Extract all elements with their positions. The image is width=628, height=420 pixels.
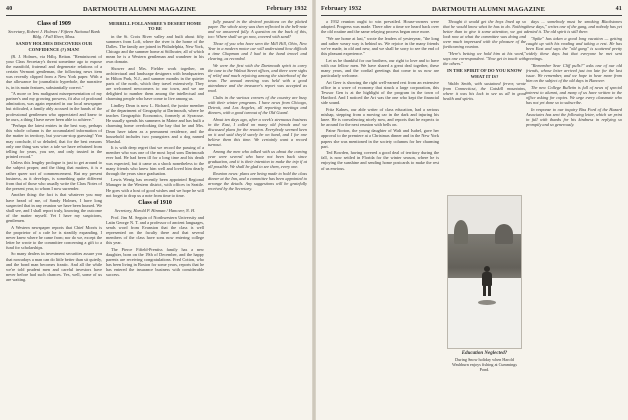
class-1909-headline: SANDY HOLMES DISCOVERS OUR CONFIDENCE (?) MAN!: [15, 41, 93, 52]
paragraph: Lewis Wenig has recently been appointed Regional Manager in the Western district, with offices in Seattle. He goes with a host of good wishes and we hope he will not forget to drop us a note from time to time.: [106, 177, 204, 198]
paragraph: In response to our inquiry Biss Ford of the Hazard Associates has sent the following letter, which we print in full with thanks for his kindness in replying so promptly and so generously.: [526, 106, 622, 127]
left-column-1: [6, 19, 102, 418]
paragraph: Those of you who have seen the Mill Hill, Ohio, New Year in a modern motor car will understand how difficult a time Chapman and I had in the hand trowel and clearing, as recorded.: [208, 40, 307, 62]
paragraph: "Perhaps the latest entries in the best way, perhaps this whole column is the accumulated information of the matter in territory, but you-can-stop guessing! You may conclude, if so deluded, that for the best reasons only one thing was wise: a tale we have refrained from telling for years, you see, and only trusted in the printed record.": [6, 123, 102, 159]
paragraph: Ted Bowden, having covered a good deal of territory during the fall, is now settled in Florida for the winter season, where he is enjoying the sunshine and sending home postcards to make the rest of us envious.: [321, 150, 439, 171]
caption-text: During Snow holiday when Harold Washburn enjoys fishing at Cummings Pond.: [451, 357, 518, 372]
follansbee-headline: MERRILL FOLLANSBEE'S DESERT HOME TO BE: [108, 21, 202, 32]
right-header-rule: [321, 15, 622, 16]
paragraph: Clubs in the various corners of the country are busy with their winter programs. I have news from Chicago, Detroit, and Los Angeles, all reporting meetings and dinners, with a good turnout of the Old Guard.: [208, 94, 307, 116]
right-page: [315, 0, 628, 420]
paragraph: Let us be thankful for our brothers, our right to love and to have with our fellow men. We have shared a great deal together, these many years, and the cordial greetings that come to us now are particularly welcome.: [321, 57, 439, 78]
paragraph: Prof. Jim M. Seguin of Northwestern University and Latin George N. T. and a professor of ancient languages, sends word from Evanston that the class is well represented on the faculty there and that several members of the class have sons now entering college this year.: [106, 214, 204, 246]
left-header-rule: [6, 15, 307, 16]
paragraph: Lindley Dean is now L. Richard, the junior member of the department of Geography at Dartmouth, where he teaches Geographic Economics, formerly at Syracuse. He usually spends his summers in Maine and has built a charming home overlooking the bay that he and Mrs. Dean have taken as a permanent residence, and the household includes two youngsters and a dog named Marshal.: [106, 103, 204, 144]
paragraph: a 1932 reunion ought to win prevailed. House-owners were adopted. Progress was made. There after a time we heard back over the old routine and the same relaying process began once more.: [321, 19, 439, 35]
right-issue-date: February 1932: [321, 6, 362, 12]
right-column-3: [526, 19, 622, 418]
paragraph: So many dealers in investment securities assure you that nowadays a man can do little better than sit quietly, and the bond man becomes frantic. And all the while we're told prudent men and careful investors have never before had such chances. Yes, well, some of us are waiting.: [6, 251, 102, 282]
paragraph: Waldo Smith, with sustained fervor, wrote from Connecticut, the Catskill mountains, where it was his luck to see us all in good health and spirits.: [443, 81, 526, 102]
paragraph: We were the first with the Dartmouth spirit to carry the tune to the Walnut Street offices, and there were sighs of relief and much rejoicing among the sisterhood of the town. The annual meeting was held with a good attendance and the treasurer's report was accepted as read.: [208, 62, 307, 94]
paragraph: Among the men who talked with us about the coming year were several who have not been back since graduation, and it is their intention to make the trip if at all possible. We shall be glad to see them, every one.: [208, 148, 307, 170]
paragraph: days ... somebody must be smoking Blackstones these days," writes one of the gang, and nobody has yet denied it. The old spirit is still there.: [526, 19, 622, 35]
paragraph: Shower and Mrs. Fielder work together, an architectural and landscape designers with headquarters in Hilton Park, N.J., and summer months in the quieter parts of the north, which they travel extensively. They are welcomed newcomers to our town, and we are delighted to number them among the intellectual and charming people who have come to live among us.: [106, 65, 204, 102]
paragraph: "Here's betting we hold him at his word," says one correspondent. "Now get in touch with the others.": [443, 51, 526, 67]
right-column-2-top: [443, 19, 526, 190]
left-page: [0, 0, 313, 420]
paragraph: (R. J. Holmes, via Hdlq. Reitan. "Reminiscent of your Class Secretary's threat sometime ago to expose the manifold, fraternal and degenerate relations of a certain Vermont gentleman, the following news item was recently clipped from a New York paper. With a due allowance for journalistic hyperbole, the narrative is, in its main features, substantially correct.": [6, 54, 102, 90]
paragraph: Reunion news: plans are being made to hold the class dinner at the Inn, and a committee has been appointed to arrange the details. Any suggestions will be gratefully received by the Secretary.: [208, 170, 307, 191]
paragraph: "A more or less malignant misrepresentation of my partner's and my growing prowess, fit also of profound admiration, was again repeated in our local newspaper but ridiculed, a family ably accused in the hands of the professional gentlemen who appreciated and knew to be ours, a thing I have never been able to achieve.": [6, 91, 102, 122]
left-column-2: [106, 19, 204, 418]
photo-fisherman: [481, 266, 493, 296]
paragraph: Paine Norton, the young daughter of Walt and Isabel, gave her approval to the premiere at a Christmas dinner and in the New York papers she was mentioned in the society columns for her charming part.: [321, 128, 439, 149]
class-1909-officers: Secretary, Robert J. Holmes / Fifteen National Bank Bldg. / Fall River, Mass.: [8, 29, 100, 40]
left-page-header: [6, 4, 307, 14]
photo-ice-hole: [478, 300, 496, 305]
left-magazine-title: DARTMOUTH ALUMNI MAGAZINE: [82, 5, 197, 13]
left-page-number: 40: [6, 6, 13, 12]
left-column-3: [208, 19, 307, 418]
left-issue-date: February 1932: [266, 6, 307, 12]
paragraph: It is with deep regret that we record the passing of a member who was one of the most loyal sons Dartmouth ever had. He had been ill for a long time and his death was expected, but it came as a shock nonetheless to the many friends who knew him well and loved him dearly through the years since graduation.: [106, 145, 204, 176]
paragraph: Another thing: the fact is that whatever you may have heard of me, of Sandy Holmes, I have long suspected that in any reunion we have been hoaxed. We shall see, and I shall report truly, knowing the outcome of the matter myself. Yet I have my suspicions, gentlemen.: [6, 192, 102, 223]
class-1910-heading: Class of 1910: [138, 199, 172, 206]
right-column-1: [321, 19, 439, 418]
right-page-number: 41: [615, 6, 622, 12]
paragraph: A Western newspaper reports that Chief Morris is the proprietor of a cafe he is steadily expanding. I never knew where he came from; nor do we, except the letter he wrote to the committee concerning a gift to a fund for scholarships.: [6, 224, 102, 250]
photo-caption: [447, 351, 522, 372]
paragraph: in the St. Croix River valley and built about fifty summers from Loft, where the river is the home of the Dalles. The family are joined in Philadelphia, New York, Chicago and the summer home at Stillwater, all of which mean he is a Western gentleman and wanderer in his own domain.: [106, 33, 204, 65]
paragraph: Art Geer is showing the right well-earned rest from an extensive office in a wave of economy that struck a large corporation, this Tewsor Gen is at the highlight of the program in the town of Hartford. And I noticed the Art was the one who kept the financial side sound.: [321, 79, 439, 105]
caption-title: Education Neglected?: [461, 351, 508, 356]
class-1909-heading: Class of 1909: [37, 21, 71, 27]
paragraph: The new College Bulletin is full of news of special interest to alumni, and many of us have written to the office asking for copies. We urge every classmate who has not yet done so to subscribe.: [526, 84, 622, 105]
right-page-header: [321, 4, 622, 14]
paragraph: "We are home at last," wrote the leaders of yesteryear, "the long and rather weary way is behind us. We rejoice in the many friends we've made, in old and new, and we shall be sorry to see the end of this pleasant experience.": [321, 35, 439, 57]
paragraph: fully passed in the desired positions on the plaited paper. The whole story was then reflected in the bell-note and we answered fully. A question on the back of this, too: Where shall we go now, covered with sand?: [208, 19, 307, 40]
paragraph: Thought it would get the boys lined up so that he would know what he has to do. Nothing better than to give it some attention, we got a look now at what the committee was doing and were much impressed with the pleasure of the forthcoming reunion.: [443, 19, 526, 50]
paragraph: Unless this lengthy prologue is just to get around to the subject proper, and the thing that matters, it is a rather queer sort of commencement. But my present business, as it develops, is something quite different from that of those who usually write the Class Notes of the present year, to whom I now surrender.: [6, 160, 102, 191]
ice-fishing-photo: [447, 195, 522, 349]
paragraph: About ten days ago, after a week's strenuous business in the East, I called on many old friends and we discussed plans for the reunion. Everybody seemed keen on it and said they'd surely be on hand, and I for one believe them this time. We certainly want a record turnout.: [208, 116, 307, 148]
paragraph: "Remember Sear Cliff pulls?" asks one of our old friends, whose letter arrived just too late for the last issue. We remember, and we hope to hear more from him on the subject of the old days in Hanover.: [526, 62, 622, 84]
paragraph: "Spike" has taken a good long vacation — getting caught up with his reading and taking a rest. He has been East and says the "old gang" is scattered pretty widely these days but that everyone he met sent greetings.: [526, 35, 622, 62]
right-magazine-title: DARTMOUTH ALUMNI MAGAZINE: [431, 5, 546, 13]
class-1910-officers: Secretary, Harold P. Hinman / Hanover, N. H.: [114, 207, 196, 213]
paragraph: Fritz Kalnes, our able writer of class education, had a serious mishap, stepping from a moving car in the dark and injuring his knee. He is convalescing nicely now, and reports that he expects to be around for the next reunion with bells on.: [321, 106, 439, 127]
spirit-heading: IN THE SPIRIT OF DO YOU KNOW WHAT IT IS?: [446, 68, 523, 79]
paragraph: The Pierce Fifield-Prentiss family has a new daughter, born on the 19th of December, and the happy parents are receiving congratulations. Fred Cotton, who has been living in Boston for some years, reports that he has entered the insurance business with considerable success.: [106, 246, 204, 278]
